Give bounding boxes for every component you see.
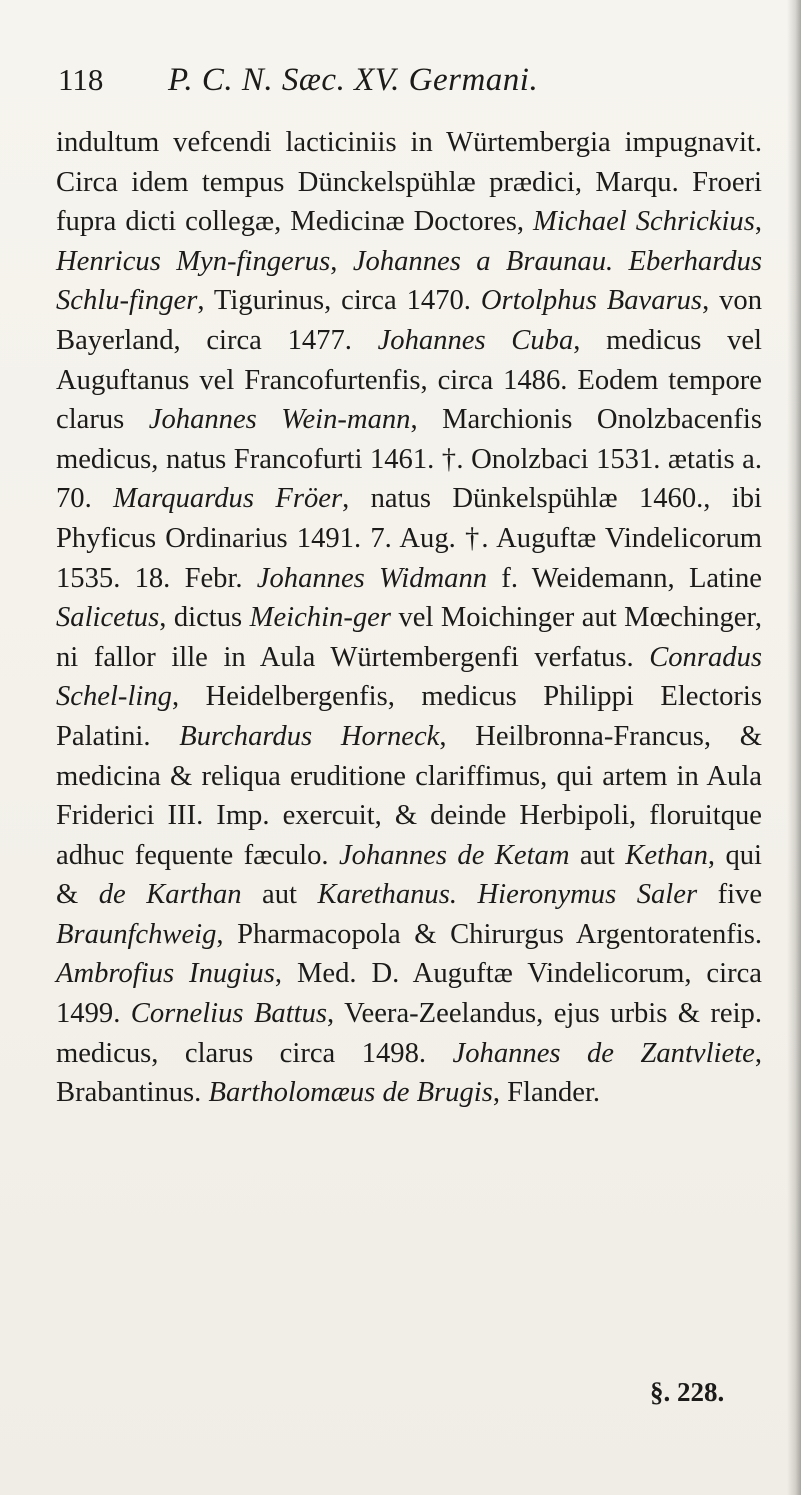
page-edge-shadow <box>787 0 801 1495</box>
person-name: Braunfchweig <box>56 918 217 950</box>
person-name: Michael Schrickius <box>533 206 755 238</box>
person-name: Salicetus <box>56 602 160 634</box>
body-text-run: , natus Dünkelspühlæ 1460., ibi Phyficus Ordinarius 1491. 7. Aug. †. Auguftæ Vindelicorum 1535. 18. Febr. <box>56 483 762 594</box>
body-text-run: , Flander. <box>492 1077 601 1109</box>
body-text-run: f. Weidemann, Latine <box>487 562 762 594</box>
body-text-run: , Tigurinus, circa 1470. <box>197 285 481 317</box>
body-text-run: , Pharmacopola & Chirurgus Argentoratenfis. <box>216 918 762 950</box>
person-name: Hieronymus Saler <box>477 879 698 911</box>
body-text-run: , dictus <box>159 602 250 634</box>
person-name: Ortolphus Bavarus <box>480 285 703 317</box>
person-name: Karethanus. <box>317 879 458 911</box>
person-name: Bartholomæus de Brugis <box>208 1077 493 1109</box>
body-text-run: , Heilbronna-Francus, & medicina & reliqua eruditione clariffimus, qui artem in Aula Friderici III. Imp. exercuit, & deinde Herbipoli, floruitque adhuc fequente fæculo. <box>56 720 763 871</box>
person-name: Henricus Myn-fingerus <box>56 245 331 277</box>
body-text-run: , Med. D. Auguftæ Vindelicorum, circa 1499. <box>56 958 762 1030</box>
person-name: Conradus Schel-ling <box>56 641 762 713</box>
body-text-run: , Marchionis Onolzbacenfis medicus, natus Francofurti 1461. †. Onolzbaci 1531. ætatis a. 70. <box>56 404 762 515</box>
person-name: Johannes de Zantvliete <box>452 1037 755 1069</box>
person-name: Johannes Wein-mann <box>148 404 411 436</box>
body-text-run: , <box>330 245 353 277</box>
body-text-run: , Heidelbergenfis, medicus Philippi Electoris Palatini. <box>56 681 762 752</box>
running-title: P. C. N. Sæc. XV. Germani. <box>168 62 539 98</box>
person-name: Marquardus Fröer <box>113 483 343 515</box>
body-text-run: , von Bayerland, circa 1477. <box>56 285 763 356</box>
person-name: Cornelius Battus <box>130 998 328 1030</box>
person-name: Johannes Widmann <box>256 562 488 594</box>
person-name: Kethan <box>625 839 708 871</box>
body-text-run: , <box>754 206 762 238</box>
body-paragraph <box>56 123 762 1113</box>
person-name: Johannes de Ketam <box>338 839 570 871</box>
body-text-run: indultum vefcendi lacticiniis in Würtembergia impugnavit. Circa idem tempus Dünckelspühlæ prædici, Marqu. Froeri fupra dicti collegæ, Medicinæ Doctores, <box>56 127 762 238</box>
body-text-run: , Brabantinus. <box>56 1037 762 1109</box>
person-name: Johannes a Braunau. <box>352 245 614 277</box>
body-text-run: five <box>697 879 763 911</box>
person-name: Meichin-ger <box>249 602 391 634</box>
person-name: Burchardus Horneck <box>179 720 440 752</box>
person-name: de Karthan <box>98 879 242 911</box>
catchword: §. 228. <box>650 1377 725 1407</box>
person-name: Johannes Cuba <box>377 324 574 356</box>
body-text-run <box>457 879 478 910</box>
body-text-run: vel Moichinger aut Mœchinger, ni fallor ille in Aula Würtembergenfi verfatus. <box>56 602 762 673</box>
body-text-run: , Veera-Zeelandus, ejus urbis & reip. medicus, clarus circa 1498. <box>56 998 763 1069</box>
person-name: Ambrofius Inugius <box>56 958 275 990</box>
page-number: 118 <box>58 62 104 97</box>
body-text-run: aut <box>241 879 318 911</box>
person-name: Eberhardus Schlu-finger <box>56 245 762 317</box>
body-text-run: aut <box>569 839 626 871</box>
running-head <box>58 62 758 102</box>
body-text-run: , medicus vel Auguftanus vel Francofurtenfis, circa 1486. Eodem tempore clarus <box>56 324 762 436</box>
body-text-run <box>613 246 628 277</box>
body-text-run: , qui & <box>56 839 762 911</box>
